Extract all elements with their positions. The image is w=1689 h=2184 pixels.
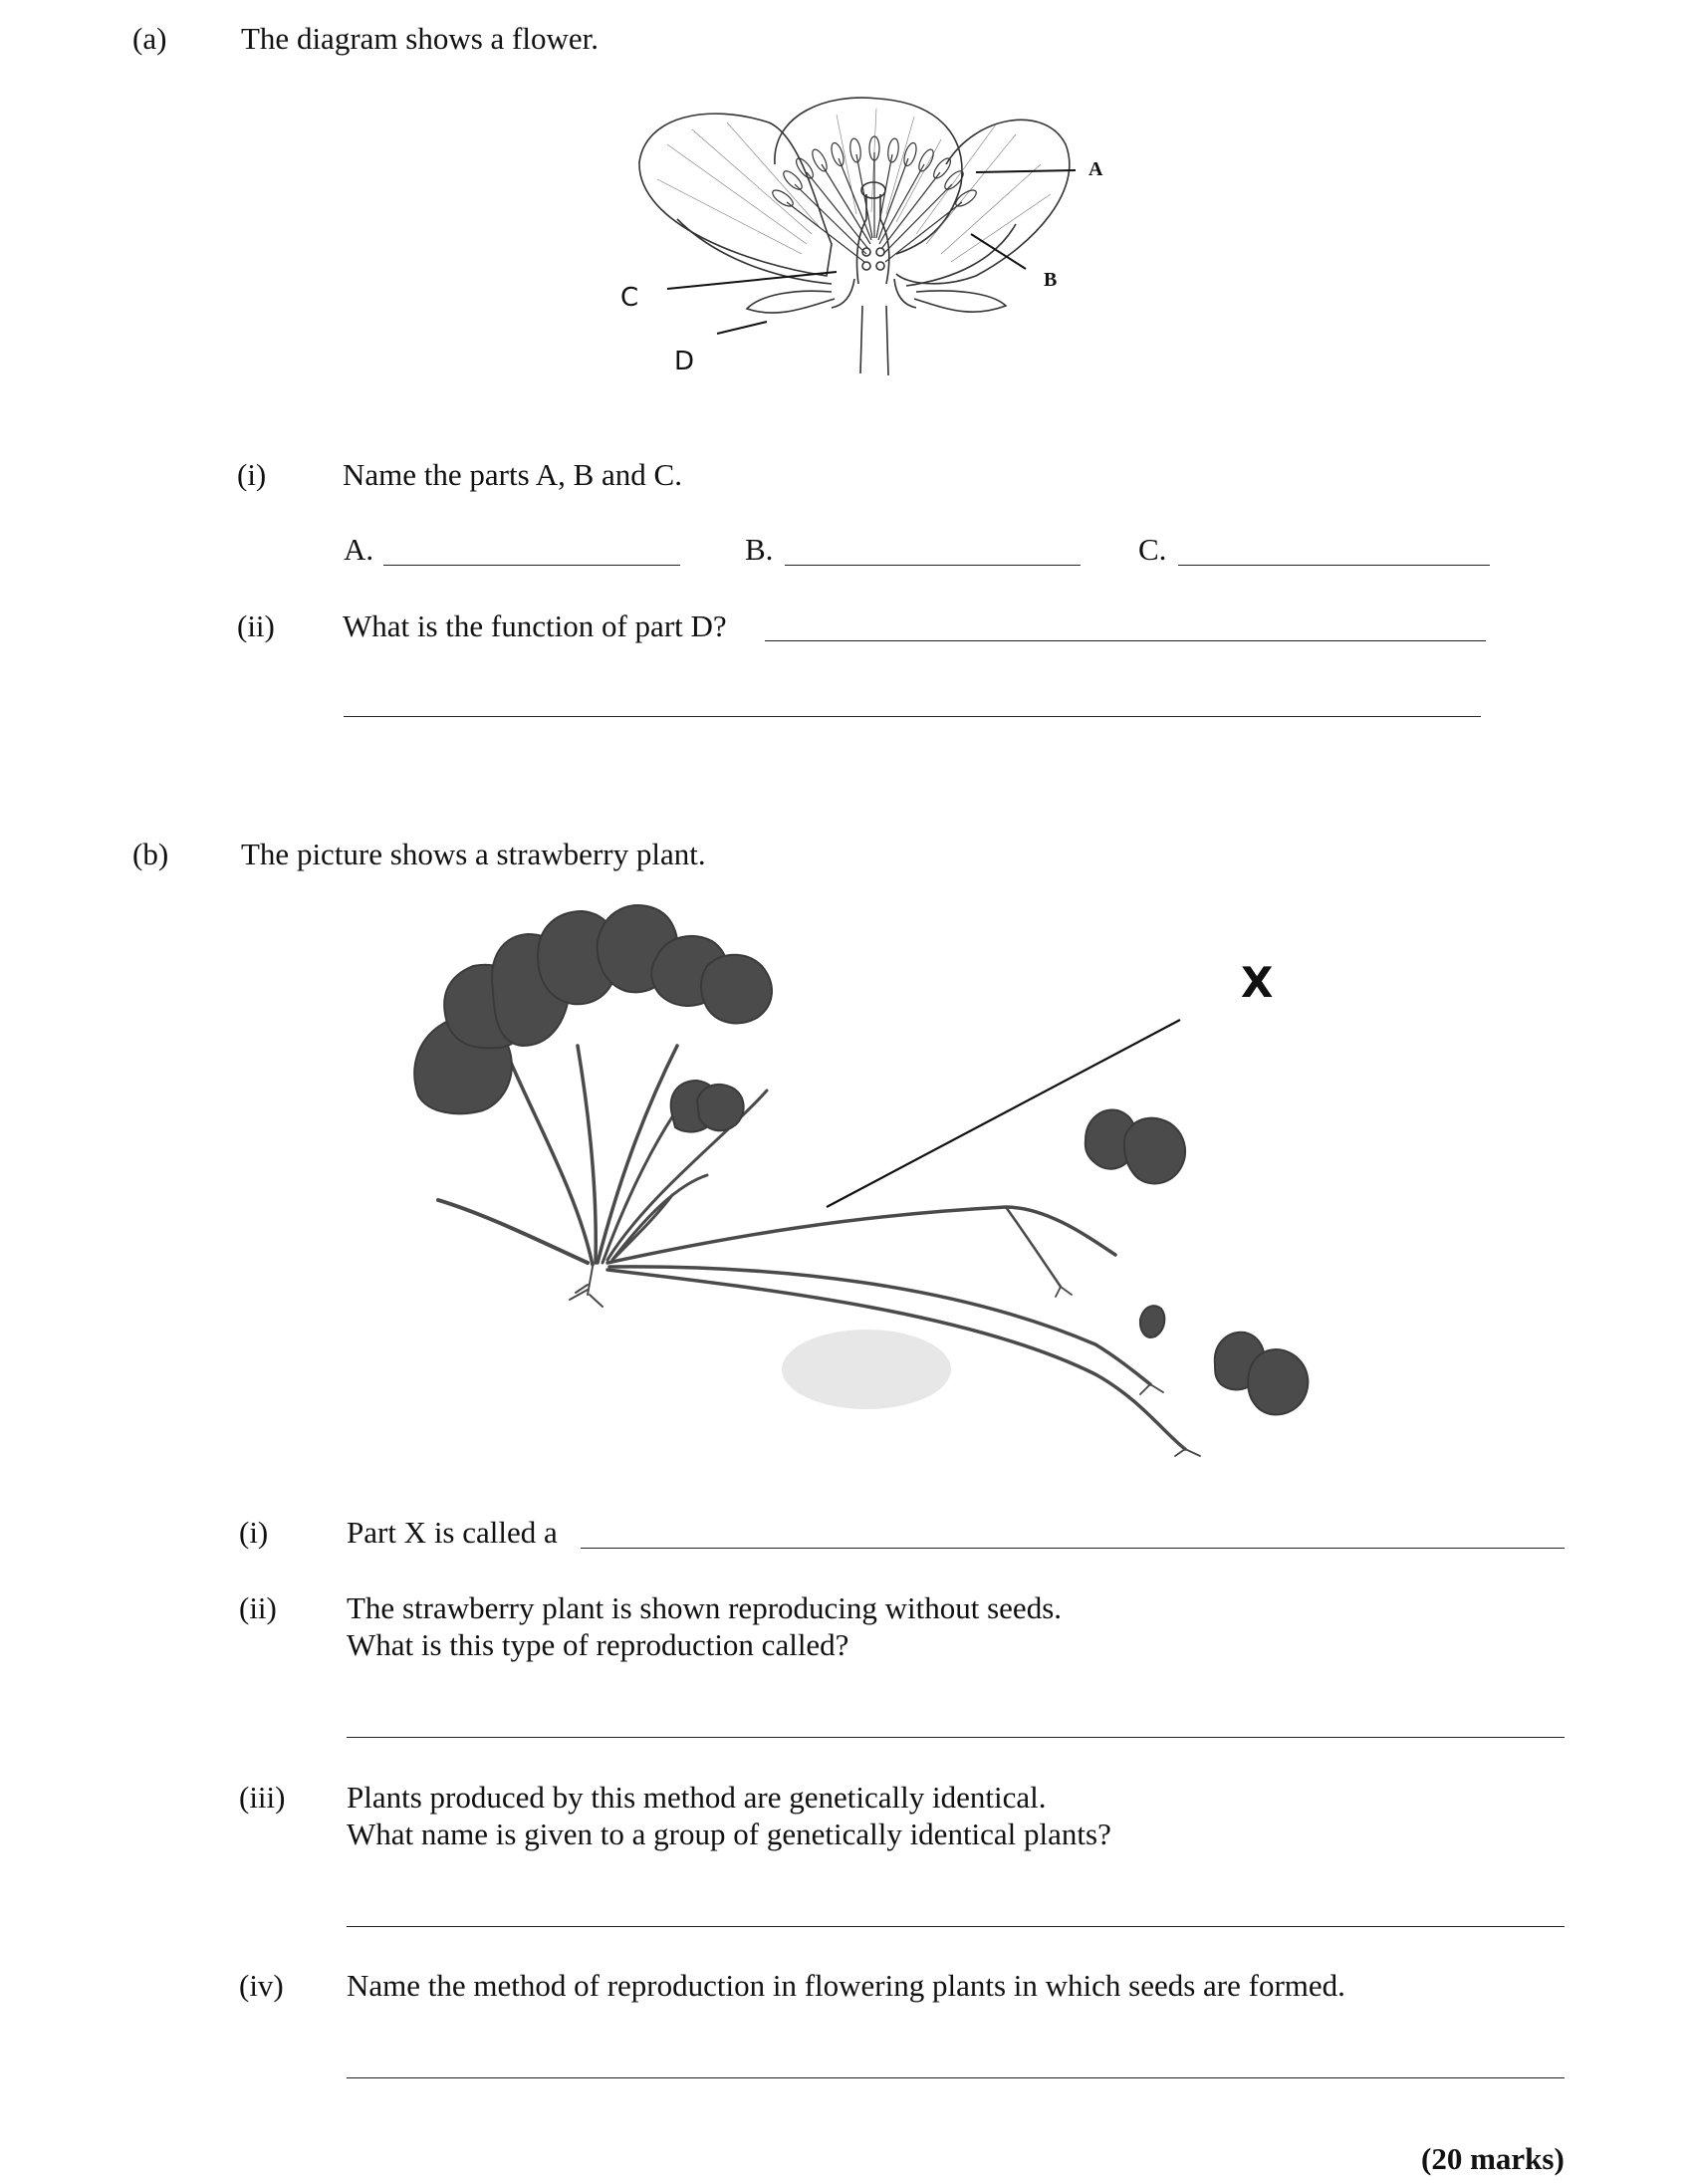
answer-label-b: B. [745,532,774,567]
answer-line-a-ii-2[interactable] [344,716,1481,717]
answer-line-b-i[interactable] [581,1548,1565,1549]
flower-label-d: D [674,347,695,376]
answer-line-b-iv[interactable] [347,2077,1565,2078]
runner-leaf-small-3 [1140,1306,1164,1337]
runner-leaf-2 [1124,1118,1185,1184]
question-b-i-text: Part X is called a [347,1515,558,1550]
answer-label-c: C. [1138,532,1167,567]
flower-carpel [856,194,888,284]
flower-sepal-left [747,291,835,313]
question-b-ii-line1: The strawberry plant is shown reproducing without seeds. [347,1590,1063,1625]
plant-stem [438,1200,588,1263]
answer-line-a-ii-1[interactable] [765,640,1486,641]
flower-sepal-right [914,291,1006,312]
question-b-i-number: (i) [239,1515,269,1550]
leader-line-c [667,272,837,289]
question-a-i-number: (i) [237,457,267,492]
leader-line-a [976,170,1076,172]
runner-leaf-4 [1248,1349,1308,1415]
answer-line-b-ii[interactable] [347,1737,1565,1738]
question-a-i-text: Name the parts A, B and C. [343,457,682,492]
flower-stalk [832,279,916,375]
question-b-ii-number: (ii) [239,1590,277,1625]
question-a-ii-number: (ii) [237,608,275,643]
plant-label-x: X [1241,958,1274,1007]
flower-label-a: A [1088,158,1103,180]
part-b-label: (b) [132,837,169,871]
part-b-intro: The picture shows a strawberry plant. [241,837,706,871]
answer-line-c[interactable] [1178,565,1490,566]
leaf-small-2 [697,1085,744,1130]
part-a-intro: The diagram shows a flower. [241,21,599,56]
strawberry-plant-picture [398,896,1354,1484]
leader-line-x [827,1020,1180,1207]
total-marks: (20 marks) [1421,2141,1565,2176]
answer-line-b[interactable] [785,565,1081,566]
question-b-iv-text: Name the method of reproduction in flowering plants in which seeds are formed. [347,1968,1345,2003]
leader-line-d [717,322,767,334]
answer-label-a: A. [344,532,374,567]
question-a-ii-text: What is the function of part D? [343,608,727,643]
part-a-label: (a) [132,21,167,56]
flower-label-b: B [1044,269,1058,291]
flower-label-c: C [620,283,639,313]
question-b-iii-line2: What name is given to a group of genetically identical plants? [347,1817,1111,1851]
question-b-iv-number: (iv) [239,1968,284,2003]
leaf-7 [701,955,772,1024]
question-b-iii-number: (iii) [239,1780,286,1815]
answer-line-b-iii[interactable] [347,1926,1565,1927]
flower-petal-left [639,114,832,276]
leader-line-b [971,234,1026,269]
answer-line-a[interactable] [383,565,680,566]
question-b-iii-line1: Plants produced by this method are genetically identical. [347,1780,1047,1815]
question-b-ii-line2: What is this type of reproduction called? [347,1627,849,1662]
